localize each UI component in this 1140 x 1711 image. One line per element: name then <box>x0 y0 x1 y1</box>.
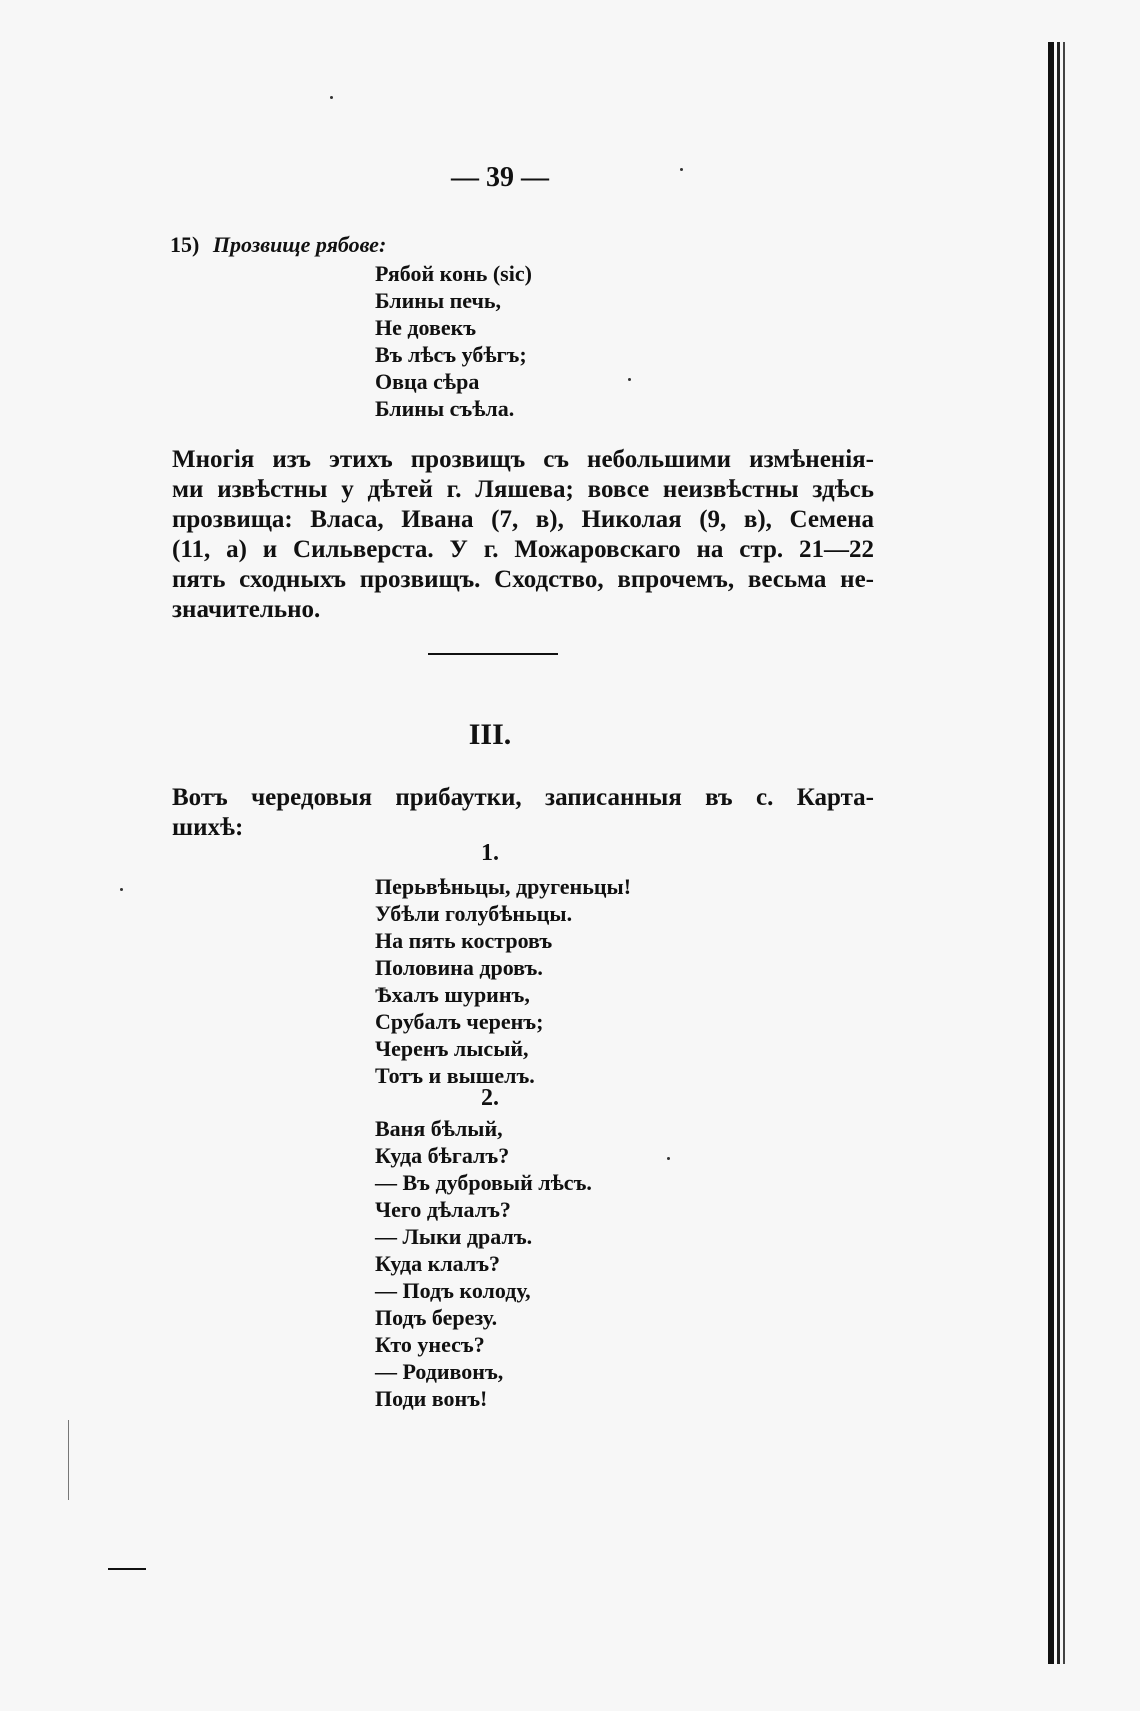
verse-line: Блины печь, <box>375 288 502 313</box>
page-number: — 39 — <box>451 162 549 193</box>
paragraph-intro <box>172 783 874 843</box>
verse-line: Черенъ лысый, <box>375 1036 529 1061</box>
verse-line: Ваня бѣлый, <box>375 1116 503 1141</box>
verse-15 <box>375 260 532 422</box>
item-15-number: 15) <box>170 232 200 257</box>
verse-line: На пять костровъ <box>375 928 553 953</box>
scan-speck <box>120 888 123 891</box>
verse-1-number: 1. <box>481 840 499 866</box>
item-15-header <box>170 232 386 258</box>
verse-line: — Родивонъ, <box>375 1359 504 1384</box>
scan-speck <box>330 96 333 99</box>
paragraph-line: значительно. <box>172 596 321 623</box>
scan-mark <box>108 1568 146 1570</box>
verse-line: Тотъ и вышелъ. <box>375 1063 535 1088</box>
verse-line: Блины съѣла. <box>375 396 515 421</box>
verse-line: Перьвѣньцы, другеньцы! <box>375 874 632 899</box>
verse-line: — Лыки дралъ. <box>375 1224 533 1249</box>
verse-line: Ѣхалъ шуринъ, <box>375 982 530 1007</box>
binding-edge-shadow <box>1048 42 1070 1664</box>
verse-line: Подъ березу. <box>375 1305 498 1330</box>
verse-line: Куда бѣгалъ? <box>375 1143 510 1168</box>
scan-speck <box>628 378 631 381</box>
scan-speck <box>680 168 683 171</box>
verse-line: Срубалъ черенъ; <box>375 1009 544 1034</box>
paragraph-line: пять сходныхъ прозвищъ. Сходство, впрочемъ, весьма не- <box>172 566 874 593</box>
verse-line: Въ лѣсъ убѣгъ; <box>375 342 527 367</box>
verse-2 <box>375 1115 592 1412</box>
verse-line: Половина дровъ. <box>375 955 543 980</box>
verse-line: Убѣли голубѣньцы. <box>375 901 573 926</box>
paragraph-line: Вотъ чередовыя прибаутки, записанныя въ с. Карта- <box>172 784 874 811</box>
paragraph-commentary <box>172 445 874 625</box>
paragraph-line: шихѣ: <box>172 814 244 841</box>
section-divider <box>428 653 558 655</box>
verse-line: — Подъ колоду, <box>375 1278 531 1303</box>
paragraph-line: прозвища: Власа, Ивана (7, в), Николая (9, в), Семена <box>172 506 874 533</box>
verse-line: Не довекъ <box>375 315 477 340</box>
verse-line: Кто унесъ? <box>375 1332 485 1357</box>
scan-speck <box>667 1157 670 1160</box>
scan-mark <box>68 1420 69 1500</box>
verse-line: Куда клалъ? <box>375 1251 501 1276</box>
verse-line: Чего дѣлалъ? <box>375 1197 511 1222</box>
section-heading: III. <box>468 718 512 751</box>
verse-line: Овца сѣра <box>375 369 480 394</box>
verse-line: — Въ дубровый лѣсъ. <box>375 1170 592 1195</box>
verse-2-number: 2. <box>481 1085 499 1111</box>
paragraph-line: (11, а) и Сильверста. У г. Можаровскаго на стр. 21—22 <box>172 536 874 563</box>
verse-line: Рябой конь (sic) <box>375 261 532 286</box>
verse-line: Поди вонъ! <box>375 1386 488 1411</box>
item-15-title: Прозвище рябове: <box>212 232 387 257</box>
paragraph-line: Многія изъ этихъ прозвищъ съ небольшими измѣненія- <box>172 446 874 473</box>
verse-1 <box>375 873 631 1089</box>
paragraph-line: ми извѣстны у дѣтей г. Ляшева; вовсе неизвѣстны здѣсь <box>172 476 874 503</box>
